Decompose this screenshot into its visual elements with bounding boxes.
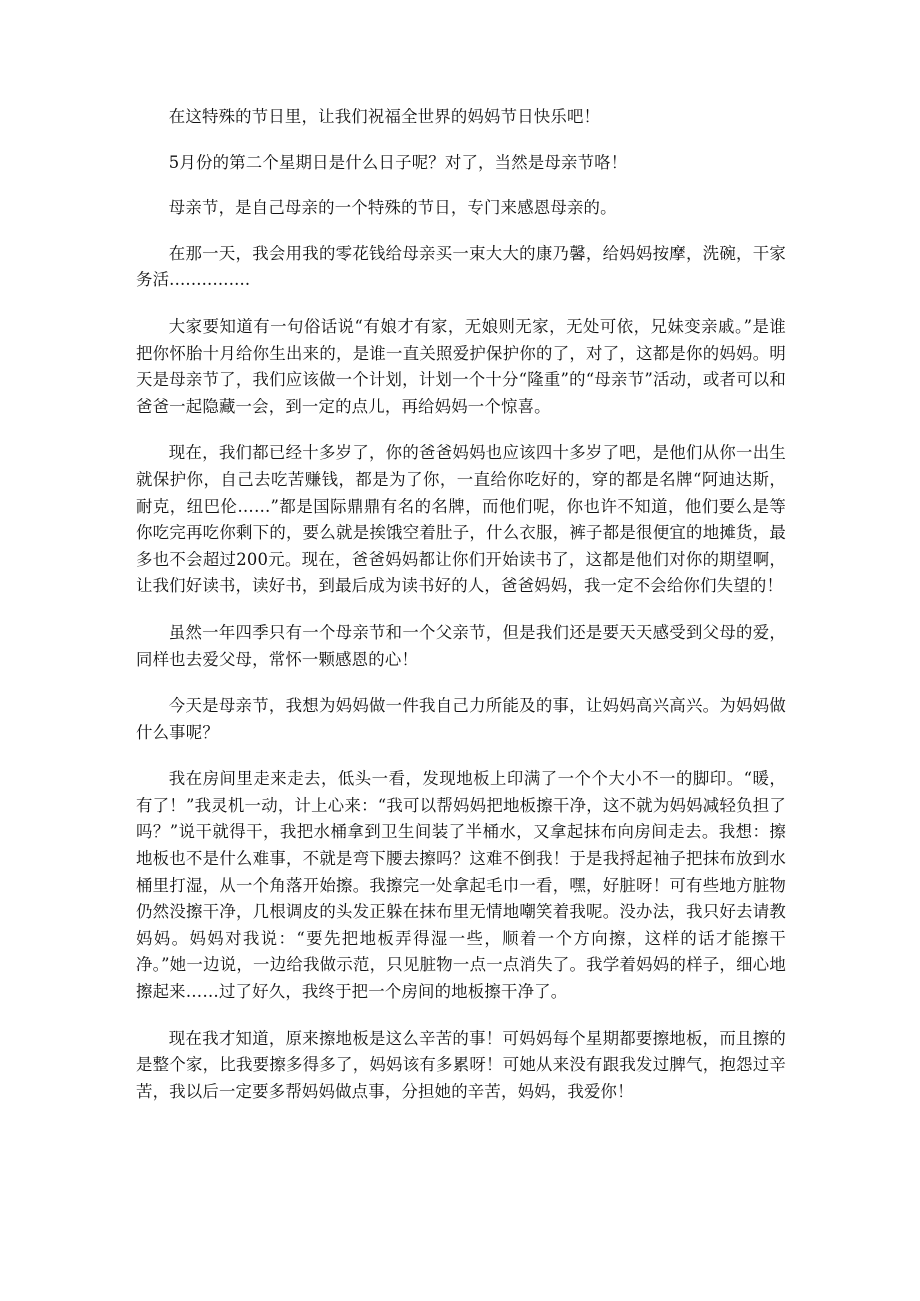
paragraph-8: 今天是母亲节，我想为妈妈做一件我自己力所能及的事，让妈妈高兴高兴。为妈妈做什么事呢？ [136,696,786,742]
paragraph-9: 我在房间里走来走去，低头一看，发现地板上印满了一个个大小不一的脚印。“暖，有了！”我灵机一动，计上心来：“我可以帮妈妈把地板擦干净，这不就为妈妈减轻负担了吗？”说干就得干，我把水桶拿到卫生间装了半桶水，又拿起抹布向房间走去。我想：擦地板也不是什么难事，不就是弯下腰去擦吗？这难不倒我！于是我捋起袖子把抹布放到水桶里打湿，从一个角落开始擦。我擦完一处拿起毛巾一看，嘿，好脏呀！可有些地方脏物仍然没擦干净，几根调皮的头发正躲在抹布里无情地嘲笑着我呢。没办法，我只好去请教妈妈。妈妈对我说：“要先把地板弄得湿一些，顺着一个方向擦，这样的话才能擦干净。”她一边说，一边给我做示范，只见脏物一点一点消失了。我学着妈妈的样子，细心地擦起来……过了好久，我终于把一个房间的地板擦干净了。 [136,769,786,1002]
paragraph-6: 现在，我们都已经十多岁了，你的爸爸妈妈也应该四十多岁了吧，是他们从你一出生就保护你，自己去吃苦赚钱，都是为了你，一直给你吃好的，穿的都是名牌“阿迪达斯，耐克，纽巴伦……”都是国际鼎鼎有名的名牌，而他们呢，你也许不知道，他们要么是等你吃完再吃你剩下的，要么就是挨饿空着肚子，什么衣服，裤子都是很便宜的地摊货，最多也不会超过200元。现在，爸爸妈妈都让你们开始读书了，这都是他们对你的期望啊，让我们好读书，读好书，到最后成为读书好的人，爸爸妈妈，我一定不会给你们失望的！ [136,443,786,596]
paragraph-3: 母亲节，是自己母亲的一个特殊的节日，专门来感恩母亲的。 [168,198,617,218]
paragraph-2: 5月份的第二个星期日是什么日子呢？对了，当然是母亲节咯！ [168,152,628,172]
document-body [136,104,786,1125]
paragraph-7: 虽然一年四季只有一个母亲节和一个父亲节，但是我们还是要天天感受到父母的爱，同样也去爱父母，常怀一颗感恩的心！ [136,622,786,669]
paragraph-10: 现在我才知道，原来擦地板是这么辛苦的事！可妈妈每个星期都要擦地板，而且擦的是整个家，比我要擦多得多了，妈妈该有多累呀！可她从来没有跟我发过脾气，抱怨过辛苦，我以后一定要多帮妈妈做点事，分担她的辛苦，妈妈，我爱你！ [136,1028,786,1101]
paragraph-5: 大家要知道有一句俗话说“有娘才有家，无娘则无家，无处可依，兄妹变亲戚。”是谁把你怀胎十月给你生出来的，是谁一直关照爱护保护你的了，对了，这都是你的妈妈。明天是母亲节了，我们应该做一个计划，计划一个十分“隆重”的“母亲节”活动，或者可以和爸爸一起隐藏一会，到一定的点儿，再给妈妈一个惊喜。 [136,316,786,416]
paragraph-4: 在那一天，我会用我的零花钱给母亲买一束大大的康乃馨，给妈妈按摩，洗碗，干家务活............... [136,243,786,290]
paragraph-1: 在这特殊的节日里，让我们祝福全世界的妈妈节日快乐吧！ [168,107,601,126]
